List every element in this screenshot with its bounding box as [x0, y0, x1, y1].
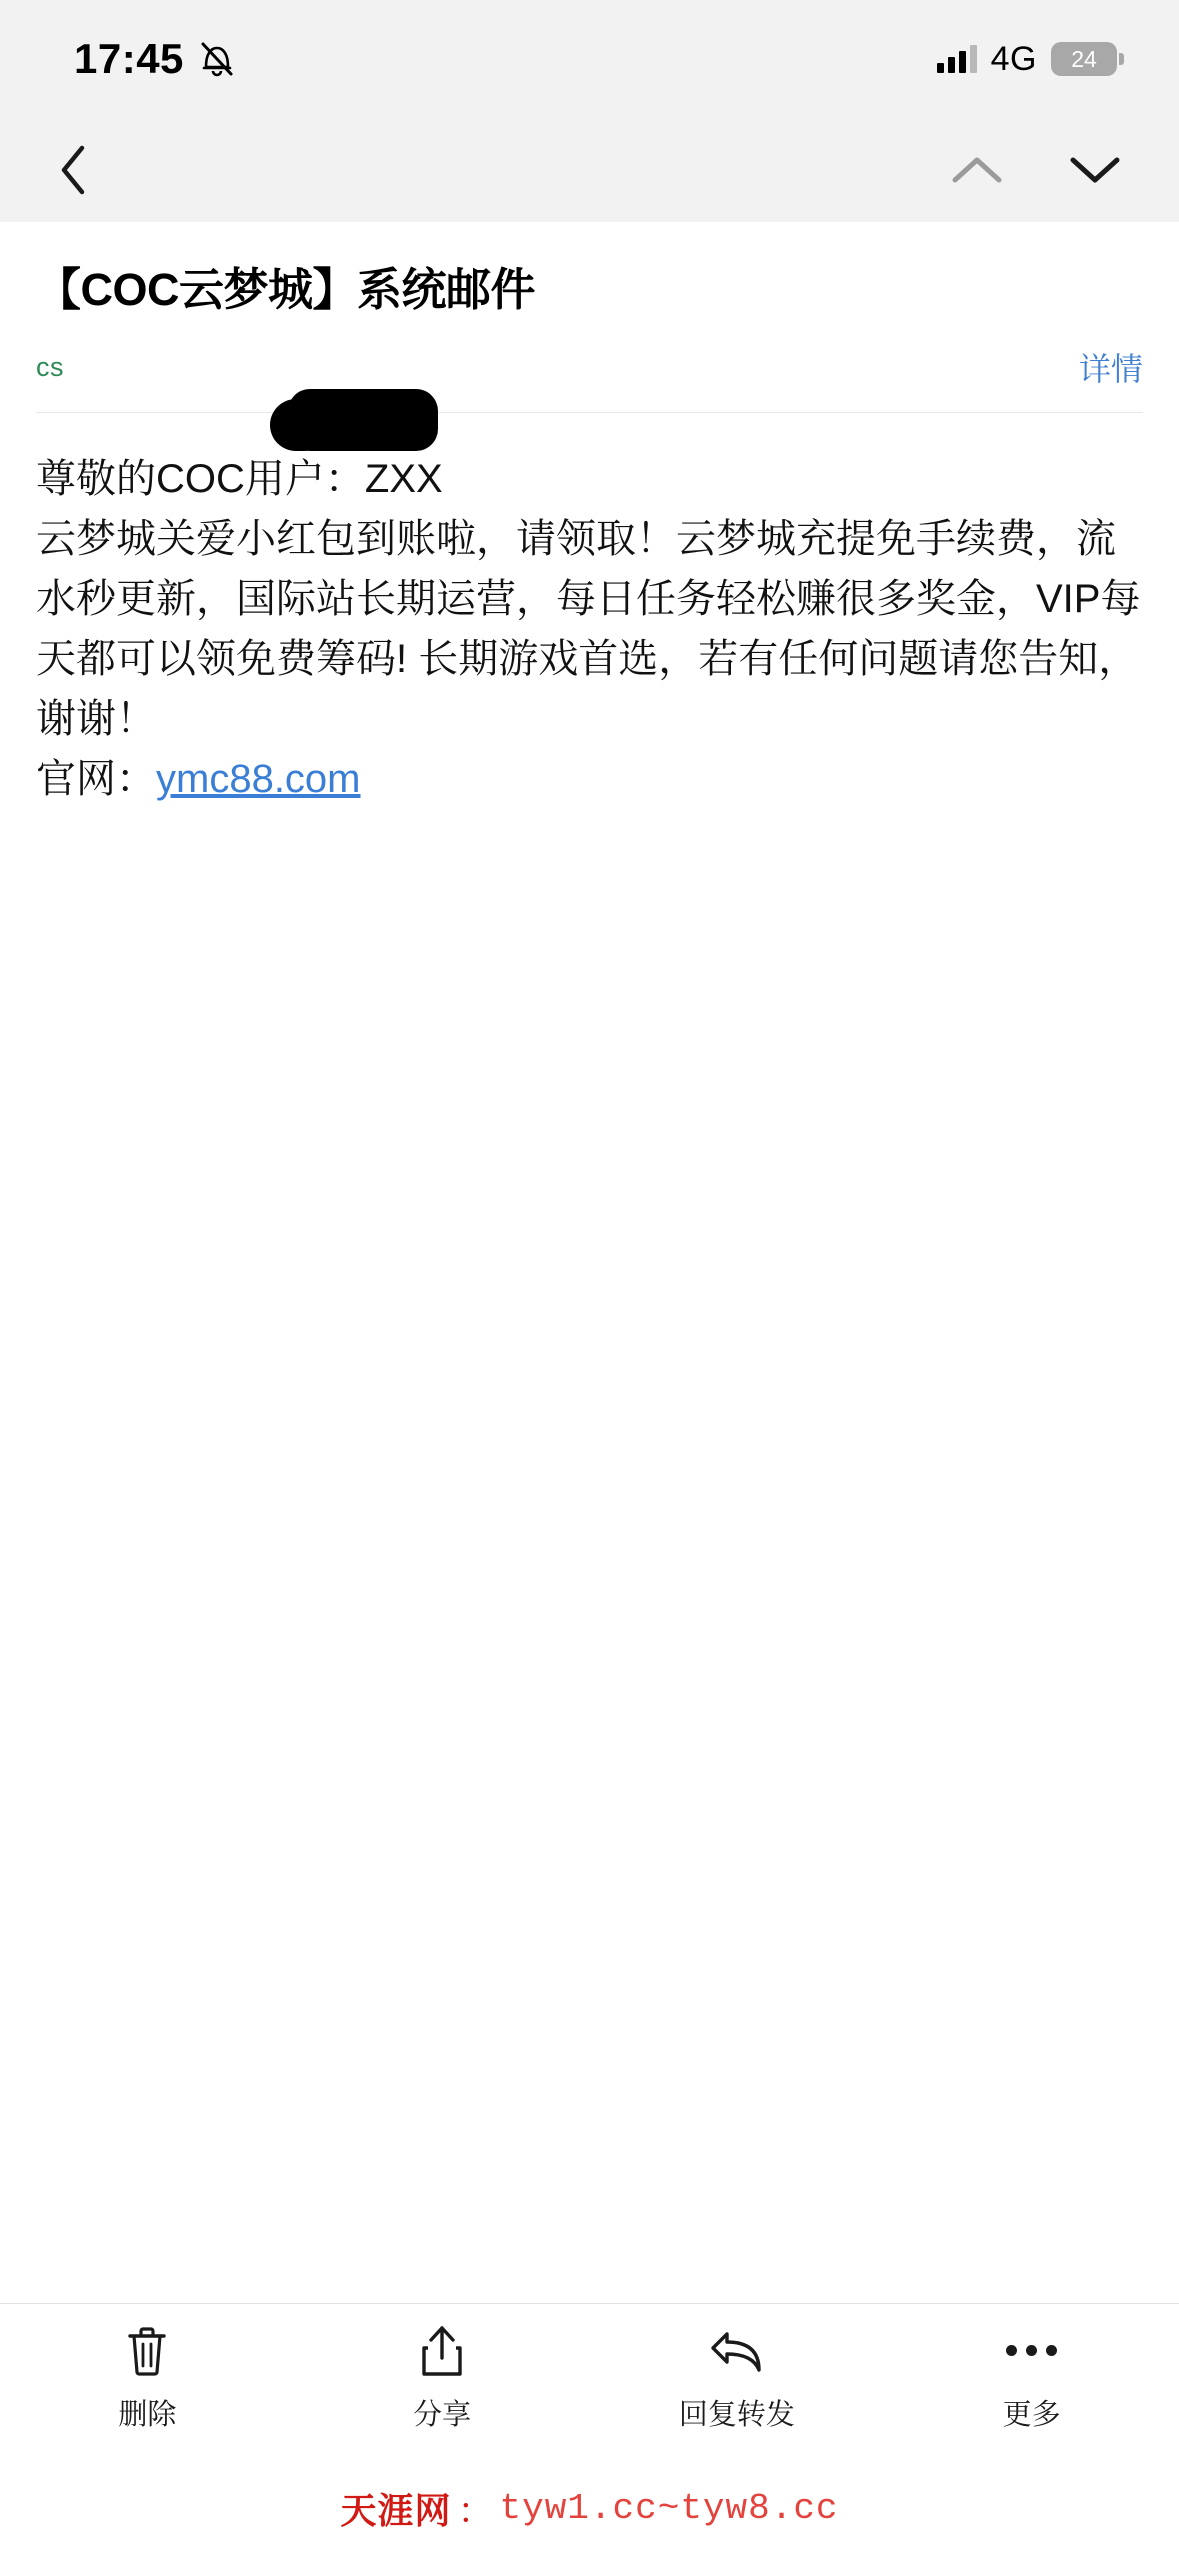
sender-name: cs — [36, 351, 64, 382]
redaction-overlay — [288, 389, 438, 451]
chevron-down-icon — [1069, 154, 1121, 186]
network-type-label: 4G — [990, 39, 1037, 78]
website-link[interactable]: ymc88.com — [156, 757, 361, 802]
mail-subject: 【COC云梦城】系统邮件 — [36, 264, 535, 315]
mail-body — [0, 413, 1179, 809]
more-label: 更多 — [1002, 2398, 1061, 2431]
bottom-toolbar — [0, 2303, 1179, 2452]
back-button[interactable] — [40, 137, 106, 203]
nav-bar-right — [947, 145, 1125, 195]
reply-forward-icon — [707, 2324, 767, 2378]
mail-detail-link[interactable]: 详情 — [1078, 351, 1143, 388]
reply-forward-label: 回复转发 — [678, 2398, 795, 2431]
watermark-separator: ： — [457, 2490, 494, 2531]
chevron-left-icon — [58, 144, 88, 196]
signal-icon — [937, 45, 977, 73]
status-bar — [0, 0, 1179, 118]
nav-bar — [0, 118, 1179, 222]
bell-muted-icon — [200, 40, 234, 78]
trash-icon — [124, 2324, 170, 2378]
status-bar-left — [74, 35, 234, 83]
reply-forward-button[interactable] — [590, 2324, 885, 2433]
status-bar-right — [937, 40, 1117, 79]
battery-icon: 24 — [1051, 42, 1117, 76]
previous-mail-button[interactable] — [947, 145, 1007, 195]
share-icon — [419, 2324, 465, 2378]
status-time: 17:45 — [74, 35, 184, 82]
more-icon — [1006, 2324, 1057, 2378]
watermark-brand: 天涯网 — [340, 2490, 452, 2531]
share-button[interactable] — [295, 2324, 590, 2433]
website-label: 官网： — [36, 757, 156, 802]
mail-body-line-2: 云梦城关爱小红包到账啦，请领取！云梦城充提免手续费，流水秒更新，国际站长期运营，每日任务轻松赚很多奖金，VIP每天都可以领免费筹码! 长期游戏首选，若有任何问题请您告知，谢谢！ — [36, 517, 1141, 742]
mail-website-line — [36, 749, 1143, 809]
delete-label: 删除 — [118, 2398, 177, 2431]
delete-button[interactable] — [0, 2324, 295, 2433]
mail-header — [0, 222, 1179, 413]
more-button[interactable] — [884, 2324, 1179, 2433]
next-mail-button[interactable] — [1065, 145, 1125, 195]
share-label: 分享 — [413, 2398, 472, 2431]
watermark — [0, 2483, 1179, 2534]
mail-body-line-1: 尊敬的COC用户：ZXX — [36, 457, 443, 502]
watermark-url: tyw1.cc~tyw8.cc — [499, 2488, 839, 2529]
sender-row[interactable] — [36, 344, 1143, 413]
chevron-up-icon — [951, 154, 1003, 186]
